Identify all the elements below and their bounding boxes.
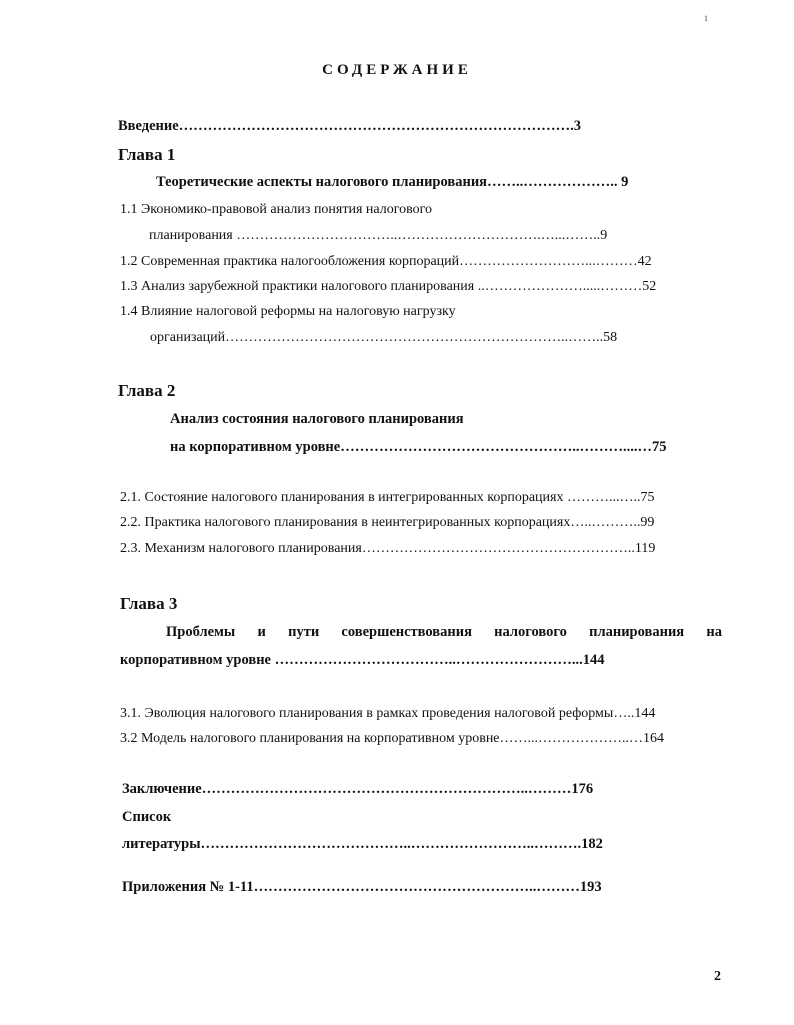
toc-intro: Введение……………………………………………………………………….3 [118,118,582,134]
chapter-3-subtitle-line2: корпоративном уровне ………………………………..……………………...144 [120,652,605,668]
toc-item-1-1: 1.1 Экономико-правовой анализ понятия налогового [120,202,433,217]
toc-item-1-4-cont: организаций………………………………………………………………..……..58 [150,330,618,345]
toc-item-2-2: 2.2. Практика налогового планирования в неинтегрированных корпорациях…..………..99 [120,515,655,530]
chapter-2-heading: Глава 2 [118,381,176,400]
toc-item-2-1: 2.1. Состояние налогового планирования в интегрированных корпорациях ………...…..75 [120,490,655,505]
toc-item-3-1: 3.1. Эволюция налогового планирования в рамках проведения налоговой реформы…..144 [120,706,656,721]
toc-item-3-2: 3.2 Модель налогового планирования на корпоративном уровне……...………………..…164 [120,731,665,746]
chapter-1-heading: Глава 1 [118,145,176,164]
toc-item-1-4: 1.4 Влияние налоговой реформы на налоговую нагрузку [120,304,456,319]
scan-mark: 1 [704,14,708,23]
toc-item-1-1-cont: планирования ……………………………..………………………….…...……..9 [149,228,608,243]
toc-conclusion: Заключение…………………………………………………………..………176 [122,781,594,797]
toc-bibliography-line2: литературы……………………………………..……………………..……….182 [122,836,603,852]
toc-appendix: Приложения № 1-11…………………………………………………..………193 [122,879,602,895]
chapter-3-subtitle-line1: Проблемы и пути совершенствования налогового планирования на [166,624,722,640]
toc-item-1-3: 1.3 Анализ зарубежной практики налогового планирования ..………………….....………52 [120,279,657,294]
toc-bibliography-line1: Список [122,809,172,825]
page-title: СОДЕРЖАНИЕ [322,62,472,78]
chapter-3-heading: Глава 3 [120,594,178,613]
page-number: 2 [714,969,721,984]
chapter-1-subtitle: Теоретические аспекты налогового планирования……..……………….. 9 [156,174,629,190]
chapter-2-subtitle-line1: Анализ состояния налогового планирования [170,411,464,427]
chapter-2-subtitle-line2: на корпоративном уровне…………………………………………..………....…75 [170,439,667,455]
toc-item-2-3: 2.3. Механизм налогового планирования…………………………………………………..119 [120,541,656,556]
toc-item-1-2: 1.2 Современная практика налогообложения корпораций………………………...………42 [120,254,652,269]
